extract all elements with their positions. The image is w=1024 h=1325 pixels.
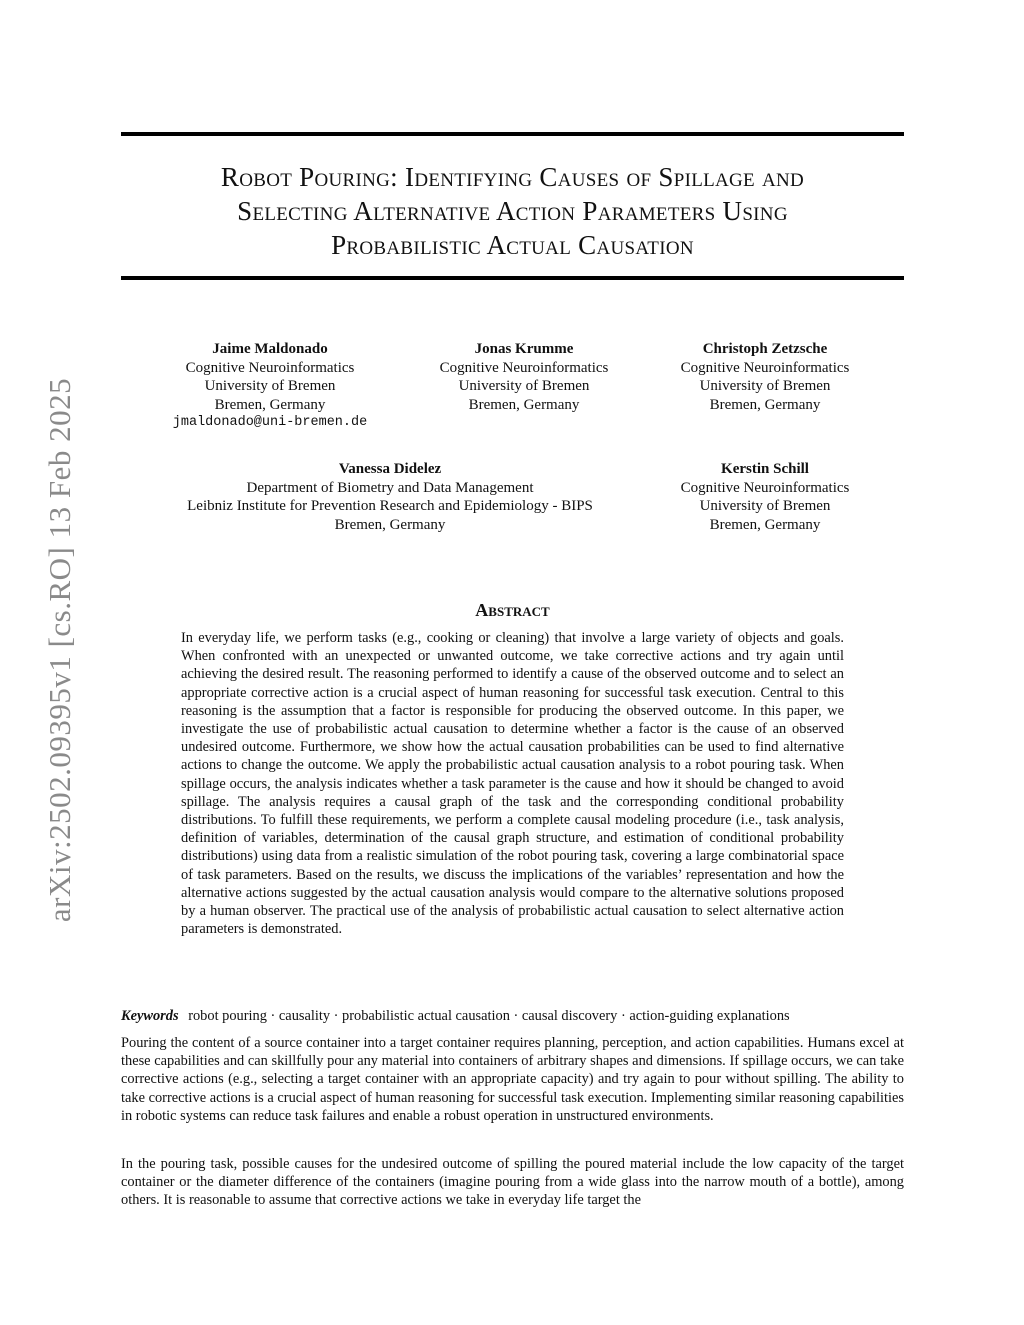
author-block [150, 340, 390, 433]
author-affiliation: Department of Biometry and Data Management [246, 479, 534, 496]
title-line: Robot Pouring: Identifying Causes of Spillage and [220, 162, 805, 192]
keywords-list: robot pouring · causality · probabilistic actual causation · causal discovery · action-guiding explanations [188, 1008, 790, 1024]
author-location: Bremen, Germany [334, 516, 446, 533]
title-line: Selecting Alternative Action Parameters Using [237, 196, 788, 226]
author-email[interactable]: jmaldonado@uni-bremen.de [172, 415, 368, 430]
author-institution: University of Bremen [699, 498, 831, 514]
author-affiliation: Cognitive Neuroinformatics [185, 359, 355, 376]
author-block [140, 460, 640, 534]
author-institution: University of Bremen [458, 378, 590, 394]
author-name: Vanessa Didelez [338, 461, 442, 477]
paper-title [121, 160, 904, 262]
author-location: Bremen, Germany [214, 396, 326, 413]
author-block [645, 460, 885, 534]
author-institution: Leibniz Institute for Prevention Research and Epidemiology - BIPS [187, 498, 593, 514]
author-block [404, 340, 644, 414]
author-name: Jonas Krumme [474, 341, 574, 357]
author-name: Kerstin Schill [721, 461, 809, 477]
author-block [645, 340, 885, 414]
author-institution: University of Bremen [204, 378, 336, 394]
body-paragraph: Pouring the content of a source container into a target container requires planning, perception, and action capabilities. Humans excel at these capabilities and can skillfully pour any material into containers of arbitrary shapes and dimensions. If spillage occurs, we can take corrective actions (e.g., selecting a target container with an appropriate capacity) and try again to pour without spilling. The ability to take corrective actions is a crucial aspect of human reasoning for successful task execution. Implementing similar reasoning capabilities in robotic systems can reduce task failures and enable a robust operation in unstructured environments. [121, 1035, 904, 1124]
abstract-heading: Abstract [475, 600, 550, 620]
author-location: Bremen, Germany [468, 396, 580, 413]
body-paragraph: In the pouring task, possible causes for the undesired outcome of spilling the poured material include the low capacity of the target container or the diameter difference of the containers (imagine pouring from a wide glass into the narrow mouth of a bottle), among others. It is reasonable to assume that corrective actions we take in everyday life target the [121, 1156, 904, 1209]
keywords-label: Keywords [121, 1008, 179, 1024]
title-bottom-rule [121, 276, 904, 280]
author-affiliation: Cognitive Neuroinformatics [439, 359, 609, 376]
author-location: Bremen, Germany [709, 396, 821, 413]
author-name: Christoph Zetzsche [702, 341, 828, 357]
title-line: Probabilistic Actual Causation [331, 230, 694, 260]
arxiv-stamp: arXiv:2502.09395v1 [cs.RO] 13 Feb 2025 [42, 377, 77, 923]
author-location: Bremen, Germany [709, 516, 821, 533]
author-institution: University of Bremen [699, 378, 831, 394]
author-name: Jaime Maldonado [212, 341, 328, 357]
author-affiliation: Cognitive Neuroinformatics [680, 479, 850, 496]
author-affiliation: Cognitive Neuroinformatics [680, 359, 850, 376]
keywords-line [121, 1008, 904, 1025]
abstract-body: In everyday life, we perform tasks (e.g., cooking or cleaning) that involve a large variety of objects and goals. When confronted with an unexpected or unwanted outcome, we take corrective actions and try again until achieving the desired result. The reasoning performed to identify a cause of the observed outcome and to select an appropriate corrective action is a crucial aspect of human reasoning for successful task execution. Central to this reasoning is the assumption that a factor is responsible for producing the observed outcome. In this paper, we investigate the use of probabilistic actual causation to determine whether a factor is the cause of an observed undesired outcome. Furthermore, we show how the actual causation probabilities can be used to find alternative actions to change the outcome. We apply the probabilistic actual causation analysis to a robot pouring task. When spillage occurs, the analysis indicates whether a task parameter is the cause and how it should be changed to avoid spillage. The analysis requires a causal graph of the task and the corresponding conditional probability distributions. To fulfill these requirements, we perform a complete causal modeling procedure (i.e., task analysis, definition of variables, determination of the causal graph structure, and estimation of conditional probability distributions) using data from a realistic simulation of the robot pouring task, covering a large combinatorial space of task parameters. Based on the results, we discuss the implications of the variables’ representation and how the alternative actions suggested by the actual causation analysis would compare to the alternative solutions proposed by a human observer. The practical use of the analysis of probabilistic actual causation to select alternative action parameters is demonstrated. [181, 630, 844, 938]
title-top-rule [121, 132, 904, 136]
